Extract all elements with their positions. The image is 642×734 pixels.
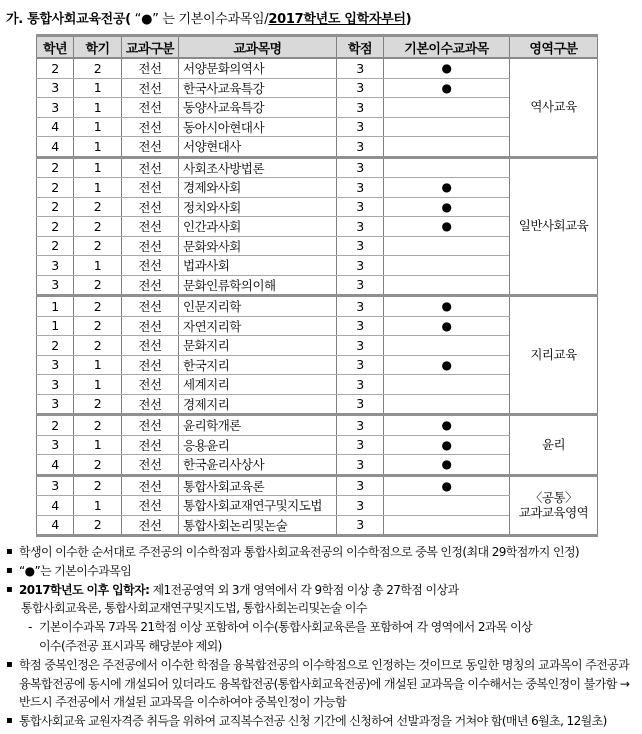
- year-cell: 1: [37, 296, 74, 317]
- table-row: [37, 296, 598, 317]
- year-cell: 1: [37, 316, 74, 336]
- basic-course-dot-cell: ●: [384, 455, 510, 476]
- course-name-cell: 경제지리: [179, 394, 337, 415]
- credits-cell: 3: [337, 435, 384, 455]
- semester-cell: 1: [74, 98, 122, 118]
- credits-cell: 3: [337, 375, 384, 395]
- year-cell: 4: [37, 137, 74, 158]
- footnote: [6, 618, 638, 637]
- table-row: [37, 415, 598, 436]
- course-type-cell: 전선: [122, 355, 179, 375]
- semester-cell: 1: [74, 157, 122, 178]
- semester-cell: 1: [74, 496, 122, 516]
- year-cell: 3: [37, 256, 74, 276]
- course-name-cell: 사회조사방법론: [179, 157, 337, 178]
- course-type-cell: 전선: [122, 316, 179, 336]
- course-name-cell: 경제와사회: [179, 178, 337, 198]
- course-name-cell: 응용윤리: [179, 435, 337, 455]
- course-name-cell: 서양현대사: [179, 137, 337, 158]
- course-name-cell: 윤리학개론: [179, 415, 337, 436]
- footnote-text: 통합사회교육론, 통합사회교재연구및지도법, 통합사회논리및논술 이수: [21, 601, 367, 616]
- basic-course-dot-cell: [384, 394, 510, 415]
- course-name-cell: 인간과사회: [179, 217, 337, 237]
- column-header-course-name: 교과목명: [179, 36, 337, 59]
- basic-course-dot-cell: [384, 496, 510, 516]
- year-cell: 2: [37, 157, 74, 178]
- course-name-cell: 한국윤리사상사: [179, 455, 337, 476]
- footnote: [6, 581, 638, 600]
- table-row: [37, 475, 598, 496]
- credits-cell: 3: [337, 98, 384, 118]
- year-cell: 3: [37, 78, 74, 98]
- basic-course-dot-cell: ●: [384, 217, 510, 237]
- credits-cell: 3: [337, 296, 384, 317]
- semester-cell: 2: [74, 415, 122, 436]
- basic-course-dot-cell: ●: [384, 58, 510, 78]
- course-type-cell: 전선: [122, 98, 179, 118]
- course-name-cell: 법과사회: [179, 256, 337, 276]
- course-name-cell: 문화지리: [179, 336, 337, 356]
- credits-cell: 3: [337, 58, 384, 78]
- credits-cell: 3: [337, 197, 384, 217]
- year-cell: 4: [37, 455, 74, 476]
- basic-course-dot-cell: [384, 157, 510, 178]
- table-header-row: [37, 36, 598, 59]
- bullet-marker: -: [28, 620, 32, 635]
- column-header-area: 영역구분: [510, 36, 598, 59]
- year-cell: 2: [37, 58, 74, 78]
- credits-cell: 3: [337, 217, 384, 237]
- year-cell: 4: [37, 515, 74, 536]
- credits-cell: 3: [337, 236, 384, 256]
- year-cell: 3: [37, 475, 74, 496]
- credits-cell: 3: [337, 316, 384, 336]
- footnote-continuation: [6, 637, 638, 656]
- credits-cell: 3: [337, 117, 384, 137]
- credits-cell: 3: [337, 157, 384, 178]
- course-name-cell: 한국사교육특강: [179, 78, 337, 98]
- semester-cell: 2: [74, 336, 122, 356]
- year-cell: 2: [37, 236, 74, 256]
- course-type-cell: 전선: [122, 435, 179, 455]
- credits-cell: 3: [337, 415, 384, 436]
- bullet-marker: ▪: [6, 564, 13, 576]
- area-cell: 〈공통〉 교과교육영역: [510, 475, 598, 536]
- column-header-course-type: 교과구분: [122, 36, 179, 59]
- footnote: [6, 656, 638, 712]
- semester-cell: 2: [74, 475, 122, 496]
- course-name-cell: 정치와사회: [179, 197, 337, 217]
- course-type-cell: 전선: [122, 197, 179, 217]
- semester-cell: 1: [74, 117, 122, 137]
- semester-cell: 2: [74, 394, 122, 415]
- footnote-text: 이수(주전공 표시과목 해당분야 제외): [39, 638, 222, 653]
- year-cell: 3: [37, 394, 74, 415]
- semester-cell: 2: [74, 217, 122, 237]
- basic-course-dot-cell: ●: [384, 415, 510, 436]
- basic-course-dot-cell: [384, 137, 510, 158]
- table-row: [37, 58, 598, 78]
- credits-cell: 3: [337, 394, 384, 415]
- year-cell: 3: [37, 275, 74, 296]
- credits-cell: 3: [337, 137, 384, 158]
- basic-course-dot-cell: [384, 98, 510, 118]
- credits-cell: 3: [337, 496, 384, 516]
- course-type-cell: 전선: [122, 515, 179, 536]
- course-type-cell: 전선: [122, 236, 179, 256]
- course-type-cell: 전선: [122, 275, 179, 296]
- semester-cell: 2: [74, 515, 122, 536]
- footnote-text: 학생이 이수한 순서대로 주전공의 이수학점과 통합사회교육전공의 이수학점으로 중복 인정(최대 29학점까지 인정): [19, 545, 580, 559]
- area-cell: 일반사회교육: [510, 157, 598, 296]
- credits-cell: 3: [337, 178, 384, 198]
- course-type-cell: 전선: [122, 157, 179, 178]
- credits-cell: 3: [337, 475, 384, 496]
- course-type-cell: 전선: [122, 336, 179, 356]
- basic-course-dot-cell: ●: [384, 316, 510, 336]
- table-row: [37, 157, 598, 178]
- year-cell: 4: [37, 117, 74, 137]
- basic-course-dot-cell: [384, 375, 510, 395]
- basic-course-dot-cell: [384, 275, 510, 296]
- course-type-cell: 전선: [122, 117, 179, 137]
- credits-cell: 3: [337, 78, 384, 98]
- course-name-cell: 자연지리학: [179, 316, 337, 336]
- footnote-text-bold: 2017학년도 이후 입학자:: [19, 582, 150, 597]
- course-type-cell: 전선: [122, 394, 179, 415]
- course-type-cell: 전선: [122, 58, 179, 78]
- course-type-cell: 전선: [122, 455, 179, 476]
- semester-cell: 2: [74, 275, 122, 296]
- semester-cell: 1: [74, 137, 122, 158]
- footnote-continuation: [6, 599, 638, 618]
- area-cell: 윤리: [510, 415, 598, 476]
- area-cell: 역사교육: [510, 58, 598, 157]
- year-cell: 3: [37, 355, 74, 375]
- course-name-cell: 인문지리학: [179, 296, 337, 317]
- bullet-marker: ▪: [6, 546, 13, 557]
- table-header: [37, 36, 598, 59]
- footnote: [6, 543, 638, 562]
- year-cell: 3: [37, 435, 74, 455]
- basic-course-dot-cell: [384, 236, 510, 256]
- year-cell: 3: [37, 375, 74, 395]
- table-body: [37, 58, 598, 536]
- year-cell: 2: [37, 178, 74, 198]
- course-name-cell: 통합사회교재연구및지도법: [179, 496, 337, 516]
- year-cell: 2: [37, 217, 74, 237]
- bullet-marker: ▪: [6, 658, 13, 670]
- document-page: [0, 8, 642, 731]
- credits-cell: 3: [337, 275, 384, 296]
- course-table: [36, 34, 598, 537]
- basic-course-dot-cell: [384, 515, 510, 536]
- semester-cell: 1: [74, 375, 122, 395]
- basic-course-dot-cell: [384, 256, 510, 276]
- column-header-basic-course: 기본이수교과목: [384, 36, 510, 59]
- footnote: [6, 562, 638, 581]
- course-name-cell: 문화와사회: [179, 236, 337, 256]
- semester-cell: 1: [74, 78, 122, 98]
- title-legend: “●” 는 기본이수과목임/: [130, 12, 269, 27]
- footnotes: [6, 543, 638, 731]
- course-type-cell: 전선: [122, 256, 179, 276]
- semester-cell: 2: [74, 455, 122, 476]
- course-type-cell: 전선: [122, 415, 179, 436]
- year-cell: 2: [37, 197, 74, 217]
- course-name-cell: 서양문화의역사: [179, 58, 337, 78]
- semester-cell: 2: [74, 296, 122, 317]
- semester-cell: 2: [74, 58, 122, 78]
- area-cell: 지리교육: [510, 296, 598, 415]
- semester-cell: 1: [74, 355, 122, 375]
- semester-cell: 2: [74, 236, 122, 256]
- course-type-cell: 전선: [122, 137, 179, 158]
- course-name-cell: 세계지리: [179, 375, 337, 395]
- title-prefix: 가. 통합사회교육전공(: [6, 12, 131, 27]
- bullet-marker: ▪: [6, 715, 13, 727]
- semester-cell: 2: [74, 197, 122, 217]
- footnote-text: 학점 중복인정은 주전공에서 이수한 학점을 융복합전공의 이수학점으로 인정하는 것이므로 동일한 명칭의 교과목이 주전공과 융복합전공에 동시에 개설되어 있더라도 융복합전공(통합사회교육전공)에 개설된 교과목을 이수해서는 중복인정이 불가함 → 반드시 주전공에서 개설된 교과목을 이수하여야 중복인정이 가능함: [19, 657, 630, 710]
- basic-course-dot-cell: [384, 117, 510, 137]
- year-cell: 3: [37, 98, 74, 118]
- title-suffix: ): [405, 12, 412, 27]
- course-name-cell: 한국지리: [179, 355, 337, 375]
- column-header-credits: 학점: [337, 36, 384, 59]
- footnote-text: 제1전공영역 외 3개 영역에서 각 9학점 이상 총 27학점 이상과: [149, 582, 459, 597]
- course-type-cell: 전선: [122, 178, 179, 198]
- column-header-year: 학년: [37, 36, 74, 59]
- course-name-cell: 통합사회논리및논술: [179, 515, 337, 536]
- footnote-text: 기본이수과목 7과목 21학점 이상 포함하여 이수(통합사회교육론을 포함하여 각 영역에서 2과목 이상: [39, 620, 533, 635]
- basic-course-dot-cell: ●: [384, 197, 510, 217]
- basic-course-dot-cell: [384, 336, 510, 356]
- basic-course-dot-cell: ●: [384, 296, 510, 317]
- course-type-cell: 전선: [122, 78, 179, 98]
- credits-cell: 3: [337, 256, 384, 276]
- basic-course-dot-cell: ●: [384, 178, 510, 198]
- course-type-cell: 전선: [122, 375, 179, 395]
- course-type-cell: 전선: [122, 475, 179, 496]
- semester-cell: 1: [74, 178, 122, 198]
- course-name-cell: 동양사교육특강: [179, 98, 337, 118]
- semester-cell: 2: [74, 316, 122, 336]
- course-name-cell: 동아시아현대사: [179, 117, 337, 137]
- basic-course-dot-cell: ●: [384, 435, 510, 455]
- footnote: [6, 712, 638, 731]
- basic-course-dot-cell: ●: [384, 355, 510, 375]
- credits-cell: 3: [337, 355, 384, 375]
- course-type-cell: 전선: [122, 217, 179, 237]
- year-cell: 2: [37, 415, 74, 436]
- course-type-cell: 전선: [122, 496, 179, 516]
- year-cell: 4: [37, 496, 74, 516]
- page-title: [6, 8, 642, 27]
- credits-cell: 3: [337, 515, 384, 536]
- credits-cell: 3: [337, 455, 384, 476]
- bullet-marker: ▪: [6, 583, 13, 595]
- column-header-semester: 학기: [74, 36, 122, 59]
- course-type-cell: 전선: [122, 296, 179, 317]
- year-cell: 2: [37, 336, 74, 356]
- basic-course-dot-cell: ●: [384, 78, 510, 98]
- semester-cell: 1: [74, 256, 122, 276]
- basic-course-dot-cell: ●: [384, 475, 510, 496]
- footnote-text: “●”는 기본이수과목임: [19, 563, 132, 578]
- semester-cell: 1: [74, 435, 122, 455]
- course-name-cell: 통합사회교육론: [179, 475, 337, 496]
- footnote-text: 통합사회교육 교원자격증 취득을 위하여 교직복수전공 신청 기간에 신청하여 선발과정을 거쳐야 함(매년 6월초, 12월초): [19, 714, 607, 729]
- course-name-cell: 문화인류학의이해: [179, 275, 337, 296]
- credits-cell: 3: [337, 336, 384, 356]
- title-admission-year: 2017학년도 입학자부터: [268, 12, 406, 27]
